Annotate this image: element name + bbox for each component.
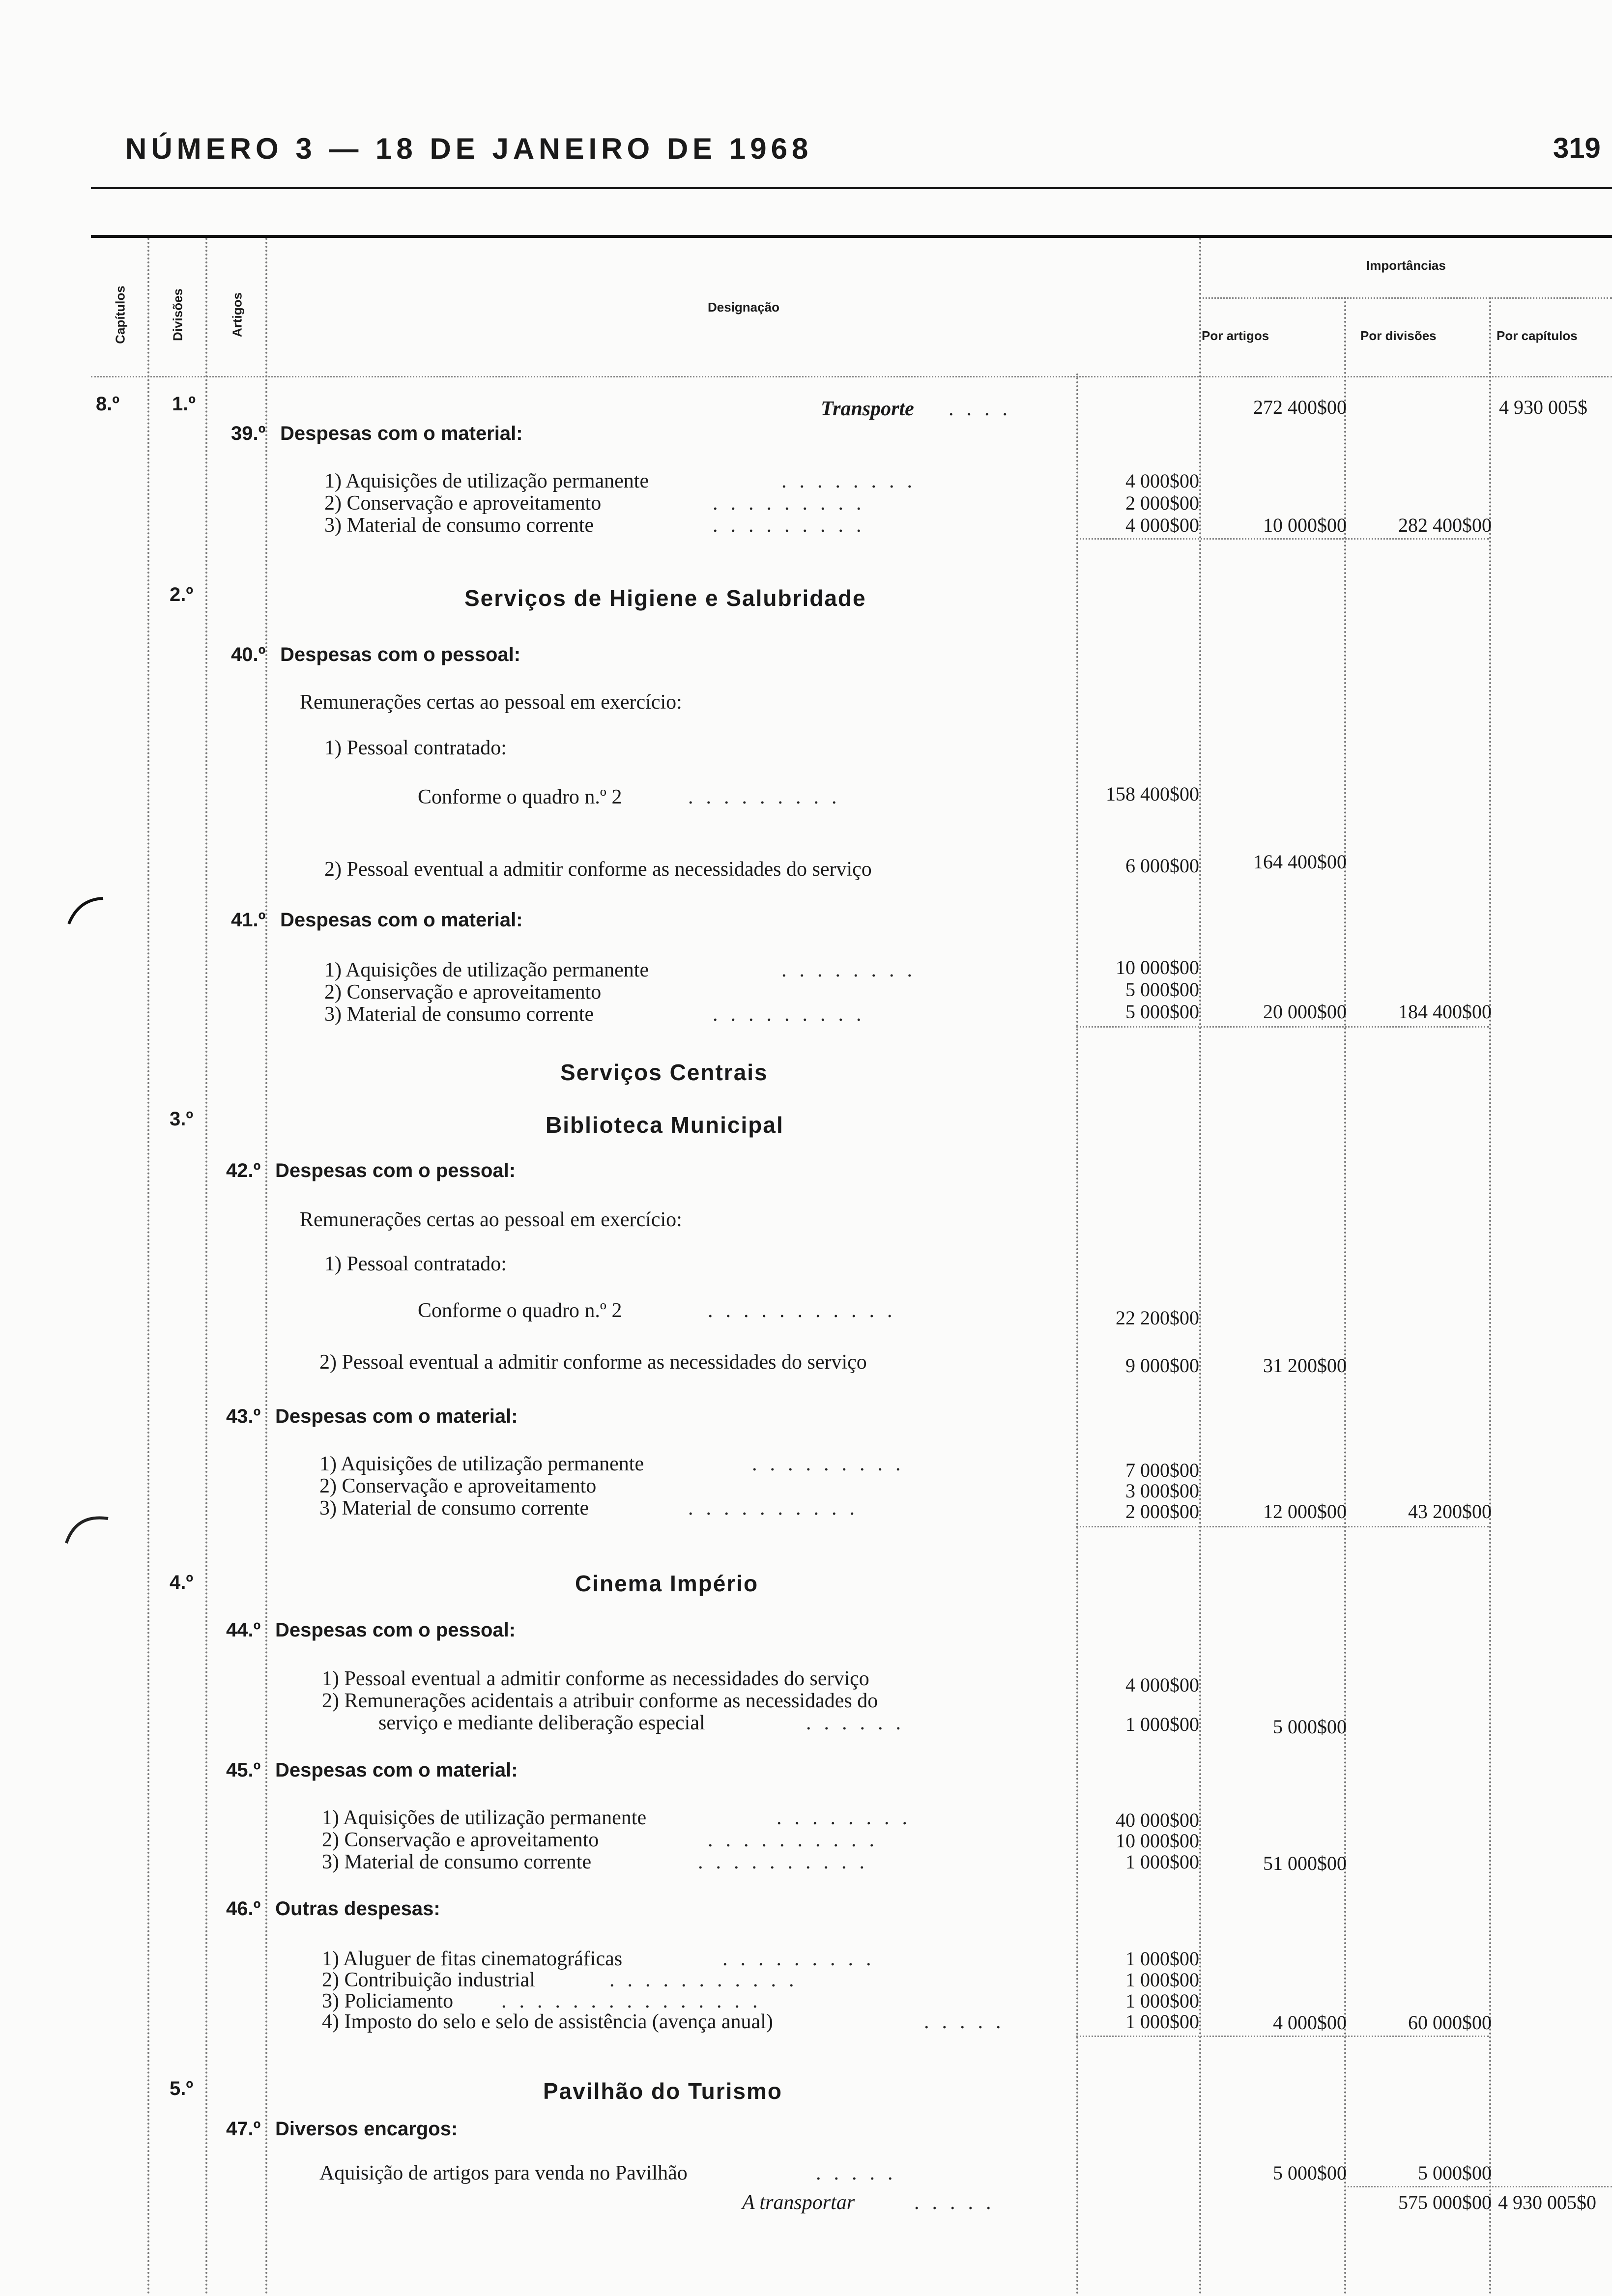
section-title-pavilhao: Pavilhão do Turismo	[543, 2078, 782, 2104]
value-43-1: 7 000$00	[1125, 1459, 1199, 1481]
line-40-quadro: Conforme o quadro n.º 2	[418, 786, 622, 808]
leader-dots: ........	[781, 959, 925, 981]
transportar-label: A transportar	[742, 2191, 855, 2214]
value-42-2: 9 000$00	[1125, 1354, 1199, 1377]
divisao-total-2: 184 400$00	[1398, 1001, 1492, 1023]
col-rule-6	[1344, 297, 1346, 2296]
line-43-3: 3) Material de consumo corrente	[319, 1497, 589, 1520]
line-41-2: 2) Conservação e aproveitamento	[324, 981, 602, 1004]
value-46-4: 1 000$00	[1125, 2010, 1199, 2033]
article-number-40: 40.º	[231, 644, 266, 665]
artigo-total-39: 10 000$00	[1263, 514, 1347, 536]
line-42-rem: Remunerações certas ao pessoal em exercício:	[300, 1208, 682, 1231]
leader-dots: ...........	[609, 1969, 807, 1991]
leader-dots: ...........	[708, 1299, 905, 1322]
leader-dots: .........	[688, 786, 850, 808]
value-41-1: 10 000$00	[1116, 956, 1199, 978]
line-39-1: 1) Aquisições de utilização permanente	[324, 470, 649, 492]
article-number-43: 43.º	[226, 1406, 261, 1427]
leader-dots: ........	[777, 1807, 920, 1829]
value-40-quadro: 158 400$00	[1106, 783, 1199, 805]
value-45-1: 40 000$00	[1116, 1809, 1199, 1831]
col-header-designacao: Designação	[708, 300, 779, 315]
article-title-42: Despesas com o pessoal:	[275, 1160, 516, 1181]
transporte-label: Transporte	[821, 398, 914, 420]
leader-dots: .....	[914, 2191, 1004, 2214]
value-46-3: 1 000$00	[1125, 1990, 1199, 2012]
line-40-2: 2) Pessoal eventual a admitir conforme as necessidades do serviço	[324, 858, 872, 881]
artigo-total-44: 5 000$00	[1273, 1716, 1347, 1738]
article-title-43: Despesas com o material:	[275, 1406, 518, 1427]
line-46-1: 1) Aluguer de fitas cinematográficas	[322, 1948, 623, 1970]
subtotal-rule	[1076, 1026, 1489, 1028]
line-45-3: 3) Material de consumo corrente	[322, 1851, 592, 1873]
subtotal-rule	[1076, 538, 1489, 540]
line-43-2: 2) Conservação e aproveitamento	[319, 1475, 597, 1497]
divisao-total-5: 5 000$00	[1418, 2162, 1492, 2184]
leader-dots: ........	[781, 470, 925, 492]
section-title-centrais: Serviços Centrais	[560, 1060, 768, 1085]
leader-dots: ......	[806, 1712, 914, 1734]
col-header-divisoes: Divisões	[170, 288, 185, 341]
leader-dots: ..........	[698, 1851, 877, 1873]
value-39-3: 4 000$00	[1125, 514, 1199, 536]
leader-dots: .........	[713, 514, 874, 537]
subtotal-rule	[1076, 2036, 1489, 2037]
section-title-higiene: Serviços de Higiene e Salubridade	[464, 585, 866, 611]
line-44-2-cont: serviço e mediante deliberação especial	[378, 1712, 705, 1734]
artigo-total-45: 51 000$00	[1263, 1852, 1347, 1874]
section-title-cinema: Cinema Império	[575, 1571, 759, 1596]
transporte-artigos: 272 400$00	[1253, 396, 1347, 418]
artigo-total-42: 31 200$00	[1263, 1354, 1347, 1377]
chapter-number: 8.º	[96, 393, 119, 415]
value-41-3: 5 000$00	[1125, 1001, 1199, 1023]
leader-dots: .........	[713, 492, 874, 515]
division-number-3: 3.º	[170, 1108, 193, 1130]
value-45-2: 10 000$00	[1116, 1830, 1199, 1852]
col-rule-5	[1199, 238, 1201, 2296]
line-39-2: 2) Conservação e aproveitamento	[324, 492, 602, 515]
col-rule-1	[147, 238, 149, 2296]
value-42-quadro: 22 200$00	[1116, 1307, 1199, 1329]
transportar-divisoes: 575 000$00	[1398, 2191, 1492, 2213]
value-39-2: 2 000$00	[1125, 492, 1199, 514]
line-43-1: 1) Aquisições de utilização permanente	[319, 1453, 644, 1475]
line-40-1: 1) Pessoal contratado:	[324, 737, 507, 759]
col-header-artigos: Artigos	[230, 292, 245, 337]
line-47-1: Aquisição de artigos para venda no Pavilhão	[319, 2162, 688, 2184]
col-header-importancias: Importâncias	[1366, 258, 1446, 273]
margin-mark	[59, 890, 108, 929]
col-header-por-capitulos: Por capítulos	[1497, 328, 1578, 343]
value-46-2: 1 000$00	[1125, 1969, 1199, 1991]
article-number-39: 39.º	[231, 423, 266, 444]
leader-dots: .....	[924, 2010, 1014, 2033]
value-40-2: 6 000$00	[1125, 855, 1199, 877]
value-44-2: 1 000$00	[1125, 1713, 1199, 1735]
article-title-47: Diversos encargos:	[275, 2118, 458, 2140]
value-45-3: 1 000$00	[1125, 1851, 1199, 1873]
artigo-total-40: 164 400$00	[1253, 851, 1347, 873]
transporte-capitulos: 4 930 005$	[1499, 396, 1587, 418]
margin-mark	[59, 1504, 113, 1548]
line-44-1: 1) Pessoal eventual a admitir conforme as necessidades do serviço	[322, 1667, 869, 1690]
article-number-46: 46.º	[226, 1898, 261, 1920]
header-rule	[91, 187, 1612, 189]
divisao-total-3: 43 200$00	[1408, 1500, 1492, 1522]
transportar-capitulos: 4 930 005$0	[1498, 2191, 1596, 2213]
line-46-2: 2) Contribuição industrial	[322, 1969, 535, 1991]
leader-dots: ....	[949, 398, 1020, 420]
leader-dots: ..........	[708, 1829, 887, 1851]
leader-dots: ..........	[688, 1497, 867, 1520]
section-title-biblioteca: Biblioteca Municipal	[546, 1112, 784, 1138]
subtotal-rule	[1076, 1526, 1489, 1527]
article-title-40: Despesas com o pessoal:	[280, 644, 521, 665]
article-number-42: 42.º	[226, 1160, 261, 1181]
article-title-39: Despesas com o material:	[280, 423, 523, 444]
table-top-rule	[91, 235, 1612, 238]
artigo-total-41: 20 000$00	[1263, 1001, 1347, 1023]
line-41-1: 1) Aquisições de utilização permanente	[324, 959, 649, 981]
line-41-3: 3) Material de consumo corrente	[324, 1003, 594, 1026]
line-46-3: 3) Policiamento	[322, 1990, 454, 2012]
article-number-44: 44.º	[226, 1619, 261, 1641]
value-39-1: 4 000$00	[1125, 470, 1199, 492]
artigo-total-43: 12 000$00	[1263, 1500, 1347, 1522]
line-39-3: 3) Material de consumo corrente	[324, 514, 594, 537]
line-42-2: 2) Pessoal eventual a admitir conforme as necessidades do serviço	[319, 1351, 867, 1374]
line-40-rem: Remunerações certas ao pessoal em exercício:	[300, 691, 682, 714]
article-title-44: Despesas com o pessoal:	[275, 1619, 516, 1641]
col-rule-3	[265, 238, 267, 2296]
division-number-1: 1.º	[172, 393, 196, 415]
article-title-41: Despesas com o material:	[280, 909, 523, 931]
col-rule-2	[205, 238, 207, 2296]
division-number-4: 4.º	[170, 1572, 193, 1593]
line-45-2: 2) Conservação e aproveitamento	[322, 1829, 599, 1851]
col-header-por-divisoes: Por divisões	[1360, 328, 1437, 343]
subtotal-rule	[1344, 2186, 1612, 2187]
col-header-capitulos: Capítulos	[113, 286, 128, 344]
leader-dots: .........	[752, 1453, 914, 1475]
line-42-quadro: Conforme o quadro n.º 2	[418, 1299, 622, 1322]
line-44-2: 2) Remunerações acidentais a atribuir conforme as necessidades do	[322, 1690, 878, 1712]
line-45-1: 1) Aquisições de utilização permanente	[322, 1807, 647, 1829]
leader-dots: ...............	[501, 1990, 771, 2012]
header-split-rule	[1199, 297, 1612, 299]
col-rule-7	[1489, 297, 1491, 2296]
page-header-title: NÚMERO 3 — 18 DE JANEIRO DE 1968	[125, 132, 813, 165]
value-41-2: 5 000$00	[1125, 978, 1199, 1001]
value-44-1: 4 000$00	[1125, 1674, 1199, 1696]
page-number: 319	[1553, 132, 1601, 164]
article-title-46: Outras despesas:	[275, 1898, 440, 1920]
article-number-47: 47.º	[226, 2118, 261, 2140]
header-bottom-rule	[91, 376, 1612, 377]
line-42-1: 1) Pessoal contratado:	[324, 1253, 507, 1275]
artigo-total-46: 4 000$00	[1273, 2011, 1347, 2034]
leader-dots: .........	[713, 1003, 874, 1026]
article-title-45: Despesas com o material:	[275, 1759, 518, 1781]
article-number-45: 45.º	[226, 1759, 261, 1781]
value-46-1: 1 000$00	[1125, 1948, 1199, 1970]
artigo-total-47: 5 000$00	[1273, 2162, 1347, 2184]
col-header-por-artigos: Por artigos	[1202, 328, 1269, 343]
divisao-total-1: 282 400$00	[1398, 514, 1492, 536]
line-46-4: 4) Imposto do selo e selo de assistência (avença anual)	[322, 2010, 773, 2033]
value-43-3: 2 000$00	[1125, 1500, 1199, 1522]
leader-dots: .........	[722, 1948, 884, 1970]
article-number-41: 41.º	[231, 909, 266, 931]
value-43-2: 3 000$00	[1125, 1480, 1199, 1502]
division-number-5: 5.º	[170, 2078, 193, 2099]
divisao-total-4: 60 000$00	[1408, 2011, 1492, 2034]
division-number-2: 2.º	[170, 584, 193, 605]
leader-dots: .....	[816, 2162, 906, 2184]
